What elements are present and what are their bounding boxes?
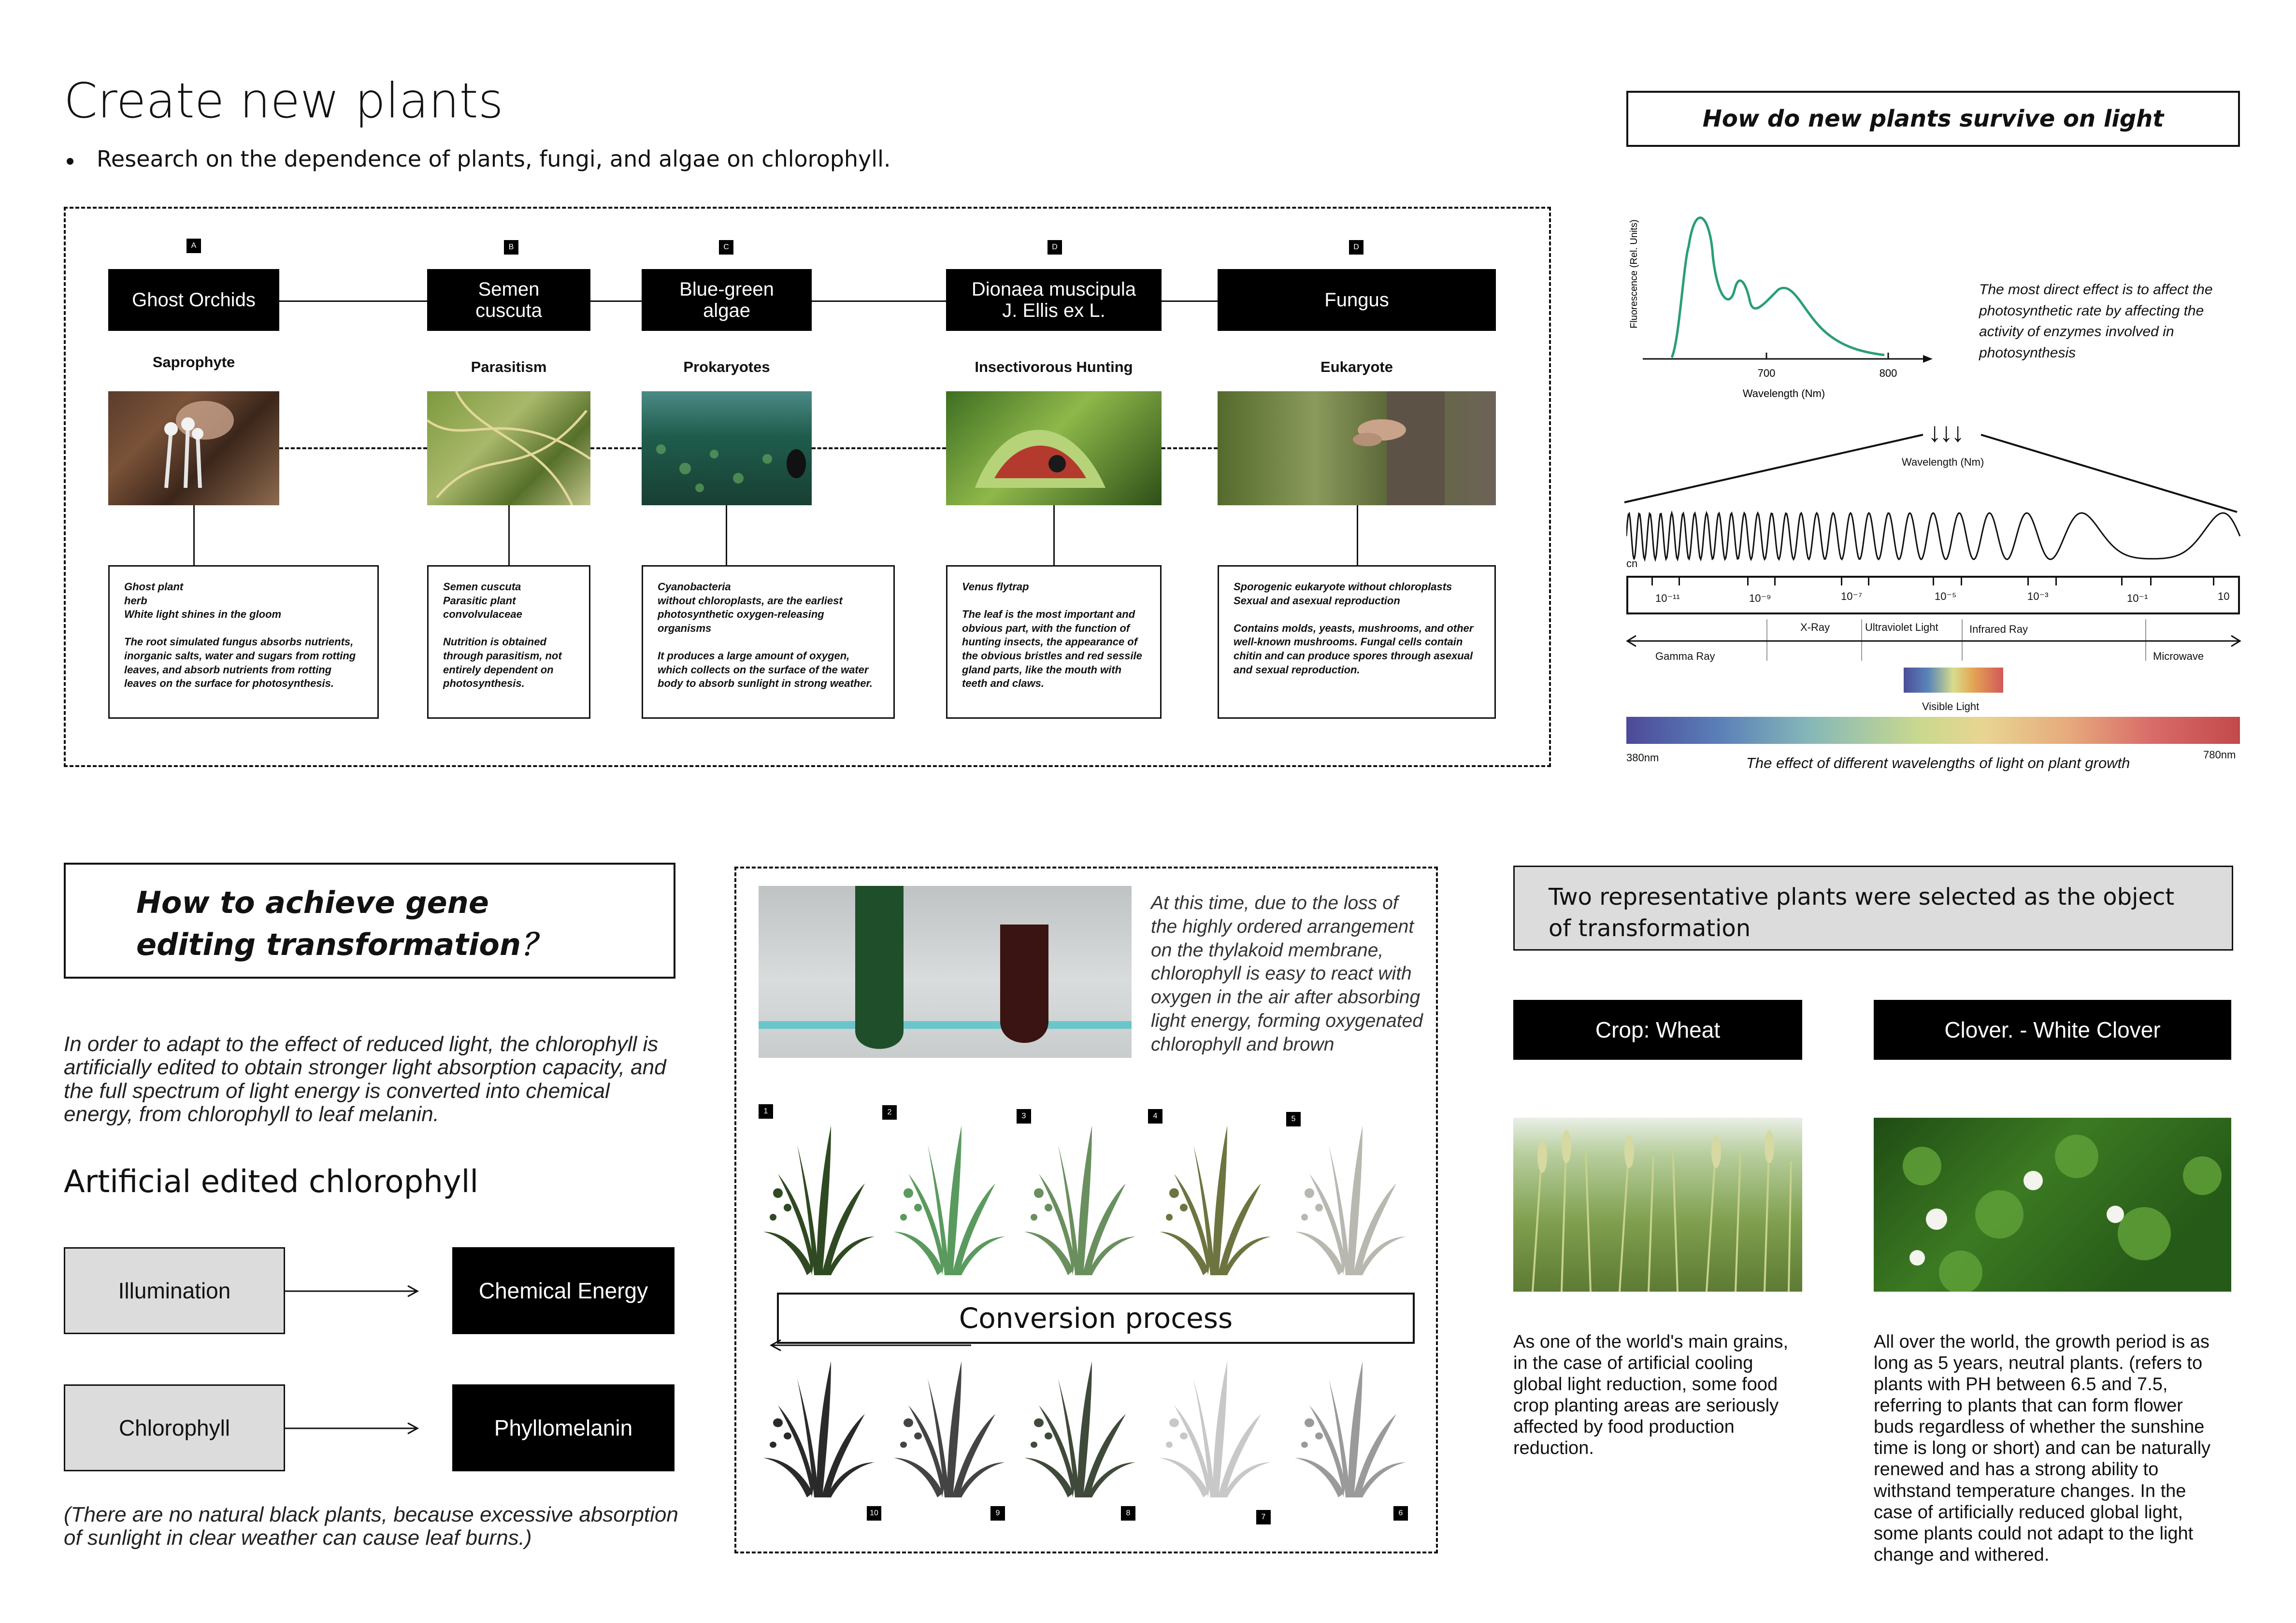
column-letter: D [1349, 240, 1363, 255]
scale-tick [1841, 576, 1842, 585]
wavelength-label: Wavelength (Nm) [1902, 456, 1984, 468]
research-bullet: Research on the dependence of plants, fungi, and algae on chlorophyll. [97, 146, 891, 172]
scale-tick [2121, 576, 2123, 585]
scale-tick [1679, 576, 1680, 585]
photo-connector [279, 447, 427, 449]
band-ultraviolet: Ultraviolet Light [1865, 621, 1938, 633]
stage-number: 9 [990, 1506, 1005, 1521]
scale-value: 10⁻¹ [2127, 592, 2148, 604]
conversion-process-box [777, 1293, 1415, 1344]
x-axis-label: Wavelength (Nm) [1742, 387, 1825, 399]
clover-label-box [1874, 1000, 2231, 1060]
type-label: Saprophyte [152, 354, 235, 370]
tick-700: 700 [1757, 367, 1776, 379]
band-xray: X-Ray [1800, 621, 1830, 633]
cuscuta-photo [427, 391, 590, 505]
visible-light-label: Visible Light [1922, 700, 1980, 712]
test-tubes-photo [759, 886, 1132, 1058]
y-axis-label: Fluorescence (Rel. Units) [1629, 219, 1639, 328]
note-blue-green-algae: Cyanobacteria without chloroplasts, are the earliest photosynthetic oxygen-releasing organisms It produces a large amount of oxygen, which collects on the surface of the water body to absorb sunlight in strong weather. [642, 565, 895, 719]
note-semen-cuscuta: Semen cuscuta Parasitic plant convolvulaceae Nutrition is obtained through parasitism, not entirely dependent on photosynthesis. [427, 565, 590, 719]
tree-connector [590, 300, 642, 302]
photo-connector [812, 447, 946, 449]
note-connector [508, 505, 510, 565]
node-dionaea: Dionaea muscipula J. Ellis ex L. [946, 269, 1162, 331]
plant-stages-top [759, 1116, 1425, 1275]
fluorescence-chart [1623, 188, 1933, 411]
page-title: Create new plants [64, 72, 503, 129]
column-letter: B [504, 240, 518, 255]
ghost-orchid-photo [108, 391, 279, 505]
column-letter: D [1048, 240, 1062, 255]
illumination-label: Illumination [118, 1278, 231, 1303]
plant-stages-bottom [759, 1352, 1425, 1497]
type-label: Insectivorous Hunting [975, 358, 1133, 375]
conversion-text: At this time, due to the loss of the highly ordered arrangement on the thylakoid membrane, chlorophyll is easy to react with oxygen in the air after absorbing light energy, forming oxygenated chlorophyll and brown [1151, 893, 1423, 1055]
wavelength-wave [1626, 507, 2245, 565]
chemical-energy-label: Chemical Energy [478, 1278, 648, 1303]
scale-tick [2213, 576, 2214, 585]
stage-number: 10 [867, 1506, 881, 1521]
scale-tick [2055, 576, 2057, 585]
algae-photo [642, 391, 812, 505]
plants-header: Two representative plants were selected as the object of transformation [1549, 883, 2175, 942]
plants-header-box [1513, 866, 2233, 951]
band-infrared: Infrared Ray [1969, 623, 2028, 635]
node-blue-green-algae: Blue-green algae [642, 269, 812, 331]
conversion-process-label: Conversion process [959, 1302, 1233, 1335]
scale-tick [2027, 576, 2029, 585]
tree-connector [812, 300, 946, 302]
light-title: How do new plants survive on light [1702, 105, 2164, 132]
type-label: Prokaryotes [683, 358, 770, 375]
node-fungus: Fungus [1218, 269, 1496, 331]
cn-label: cn [1626, 557, 1638, 569]
type-label: Eukaryote [1320, 358, 1393, 375]
column-letter: A [187, 239, 201, 253]
chlorophyll-subtitle: Artificial edited chlorophyll [64, 1164, 479, 1200]
column-letter: C [719, 240, 733, 255]
note-dionaea: Venus flytrap The leaf is the most important and obvious part, with the function of hunting insects, the appearance of the obvious bristles and red sessile gland parts, like the mouth with teeth and claws. [946, 565, 1162, 719]
gene-paragraph: In order to adapt to the effect of reduced light, the chlorophyll is artificially edited to obtain stronger light absorption capacity, and the full spectrum of light energy is converted into chemical energy, from chlorophyll to leaf melanin. [64, 1032, 666, 1126]
tree-connector [1162, 300, 1218, 302]
arrow-left-icon [768, 1338, 971, 1352]
scale-value: 10 [2218, 590, 2230, 602]
gene-footnote: (There are no natural black plants, because excessive absorption of sunlight in clear weather can cause leaf burns.) [64, 1503, 678, 1550]
scale-value: 10⁻⁵ [1935, 590, 1957, 602]
stage-number: 3 [1017, 1109, 1031, 1124]
note-connector [1357, 505, 1358, 565]
scale-tick [1933, 576, 1934, 585]
wheat-description: As one of the world's main grains, in the case of artificial cooling global light reduction, some food crop planting areas are seriously affected by food production reduction. [1513, 1332, 1789, 1459]
gene-title: How to achieve gene editing transformation？ [136, 885, 551, 962]
node-semen-cuscuta: Semen cuscuta [427, 269, 590, 331]
wheat-label: Crop: Wheat [1595, 1017, 1721, 1042]
scale-value: 10⁻¹¹ [1655, 592, 1680, 604]
node-ghost-orchids: Ghost Orchids [108, 269, 279, 331]
light-description: The most direct effect is to affect the photosynthetic rate by affecting the activity of enzymes involved in photosynthesis [1979, 282, 2213, 361]
wheat-photo [1513, 1118, 1802, 1292]
arrows-down-icon: ↓↓↓ [1928, 417, 1963, 447]
chlorophyll-label: Chlorophyll [118, 1415, 230, 1440]
illumination-box [64, 1247, 285, 1334]
type-label: Parasitism [471, 358, 547, 375]
arrow-right-icon [285, 1284, 420, 1298]
stage-number: 7 [1256, 1510, 1271, 1524]
light-title-box [1626, 91, 2240, 147]
bullet-dot [67, 158, 73, 165]
scale-tick [1747, 576, 1749, 585]
nm-start: 380nm [1626, 752, 1659, 764]
scale-value: 10⁻³ [2027, 590, 2049, 602]
note-connector [1053, 505, 1055, 565]
tick-800: 800 [1879, 367, 1897, 379]
fungus-photo [1218, 391, 1496, 505]
scale-tick [2150, 576, 2152, 585]
band-gamma: Gamma Ray [1655, 650, 1715, 662]
spectrum-arrow [1624, 634, 2243, 648]
note-fungus: Sporogenic eukaryote without chloroplasts Sexual and asexual reproduction Contains molds, yeasts, mushrooms, and other well-known mushrooms. Fungal cells contain chitin and can produce spores through asexual and sexual reproduction. [1218, 565, 1496, 719]
scale-value: 10⁻⁹ [1749, 592, 1771, 604]
photo-connector [590, 447, 642, 449]
phyllomelanin-box [452, 1384, 674, 1471]
stage-number: 6 [1393, 1506, 1408, 1521]
chemical-energy-box [452, 1247, 674, 1334]
stage-number: 4 [1148, 1109, 1162, 1124]
note-ghost-orchids: Ghost plant herb White light shines in the gloom The root simulated fungus absorbs nutrients, inorganic salts, water and sugars from rotting leaves, and absorb nutrients from rotting leaves on the surface for photosynthesis. [108, 565, 379, 719]
note-connector [193, 505, 195, 565]
wheat-label-box [1513, 1000, 1802, 1060]
clover-photo [1874, 1118, 2231, 1292]
clover-description: All over the world, the growth period is as long as 5 years, neutral plants. (refers to plants with PH between 6.5 and 7.5, referring to plants that can form flower buds regardless of whether the sunshine time is long or short) and can be naturally renewed and has a strong ability to withstand temperature changes. In the case of artificially reduced global light, some plants could not adapt to the light change and withered. [1874, 1332, 2211, 1565]
scale-tick [1774, 576, 1776, 585]
clover-label: Clover. - White Clover [1944, 1017, 2161, 1042]
scale-tick [1868, 576, 1869, 585]
band-microwave: Microwave [2153, 650, 2204, 662]
stage-number: 1 [759, 1104, 773, 1119]
visible-light-swatch [1904, 668, 2003, 693]
stage-number: 2 [882, 1105, 897, 1120]
tree-connector [279, 300, 427, 302]
spectrum-caption: The effect of different wavelengths of light on plant growth [1746, 755, 2130, 771]
visible-spectrum-bar [1626, 717, 2240, 744]
arrow-right-icon [285, 1421, 420, 1436]
stage-number: 8 [1121, 1506, 1135, 1521]
chlorophyll-box [64, 1384, 285, 1471]
phyllomelanin-label: Phyllomelanin [494, 1415, 633, 1440]
scale-tick [1651, 576, 1653, 585]
scale-tick [1961, 576, 1962, 585]
venus-flytrap-photo [946, 391, 1162, 505]
stage-number: 5 [1286, 1112, 1301, 1126]
note-connector [726, 505, 727, 565]
photo-connector [1162, 447, 1218, 449]
scale-value: 10⁻⁷ [1841, 590, 1863, 602]
nm-end: 780nm [2203, 749, 2236, 761]
gene-title-box [64, 863, 675, 979]
